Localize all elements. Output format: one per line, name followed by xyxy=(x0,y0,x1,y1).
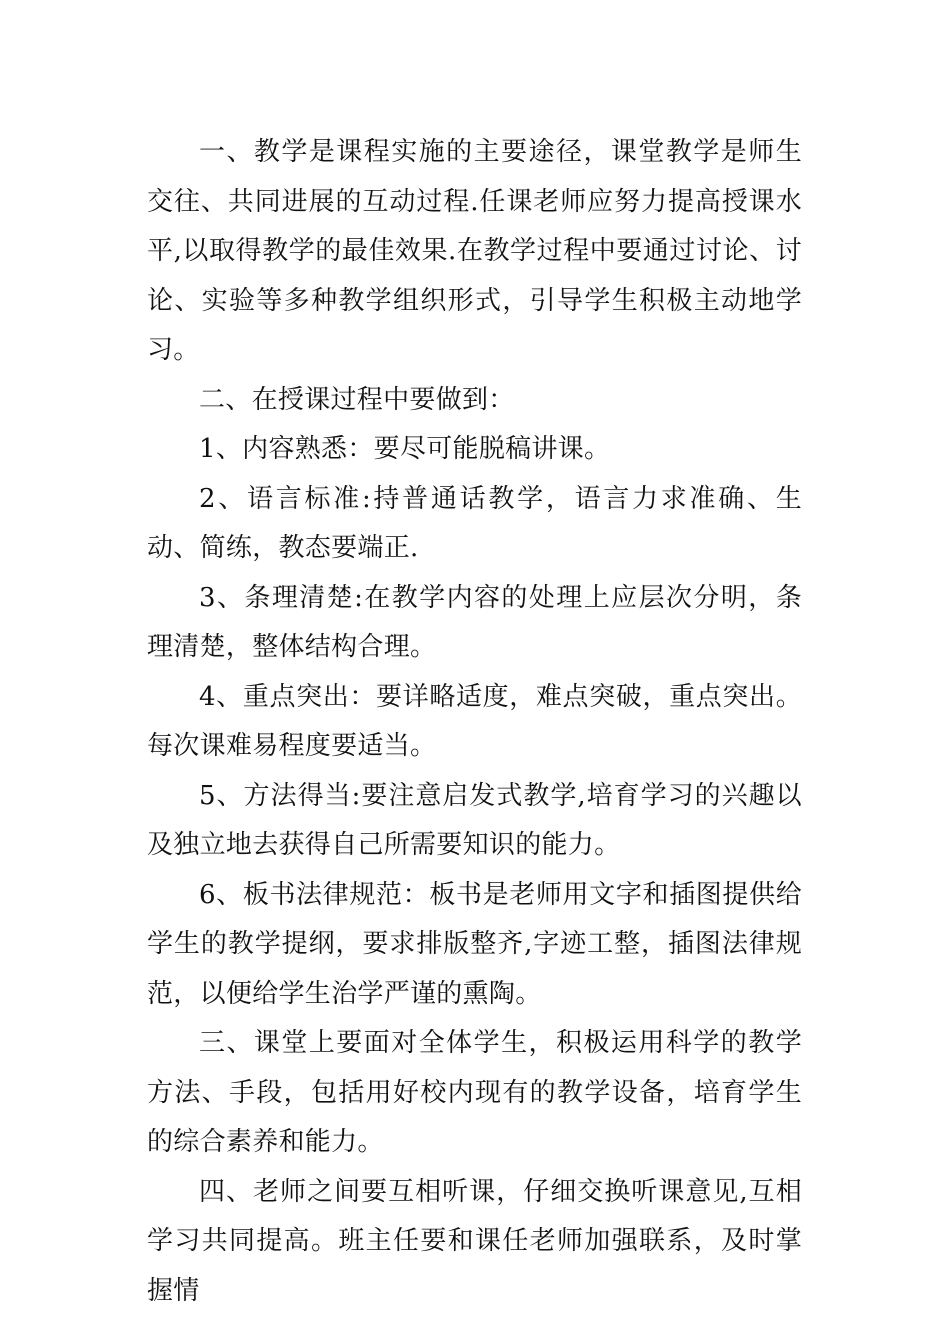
paragraph-4: 2、语言标准:持普通话教学，语言力求准确、生动、简练，教态要端正. xyxy=(147,483,802,563)
paragraph-8: 6、板书法律规范：板书是老师用文字和插图提供给学生的教学提纲，要求排版整齐,字迹工整，插图法律规范，以便给学生治学严谨的熏陶。 xyxy=(147,879,802,1009)
paragraph-9: 三、课堂上要面对全体学生，积极运用科学的教学方法、手段，包括用好校内现有的教学设备，培育学生的综合素养和能力。 xyxy=(147,1028,802,1157)
document-body xyxy=(147,128,802,1316)
paragraph-5: 3、条理清楚:在教学内容的处理上应层次分明，条理清楚，整体结构合理。 xyxy=(147,582,802,662)
paragraph-3: 1、内容熟悉：要尽可能脱稿讲课。 xyxy=(199,434,611,464)
paragraph-7: 5、方法得当:要注意启发式教学,培育学习的兴趣以及独立地去获得自己所需要知识的能力。 xyxy=(147,780,802,860)
paragraph-6: 4、重点突出：要详略适度，难点突破，重点突出。每次课难易程度要适当。 xyxy=(147,681,802,761)
paragraph-2: 二、在授课过程中要做到： xyxy=(199,384,515,415)
paragraph-10: 四、老师之间要互相听课，仔细交换听课意见,互相学习共同提高。班主任要和课任老师加强联系，及时掌握情 xyxy=(147,1176,802,1306)
paragraph-1: 一、教学是课程实施的主要途径，课堂教学是师生交往、共同进展的互动过程.任课老师应努力提高授课水平,以取得教学的最佳效果.在教学过程中要通过讨论、讨论、实验等多种教学组织形式，引导学生积极主动地学习。 xyxy=(147,137,802,365)
